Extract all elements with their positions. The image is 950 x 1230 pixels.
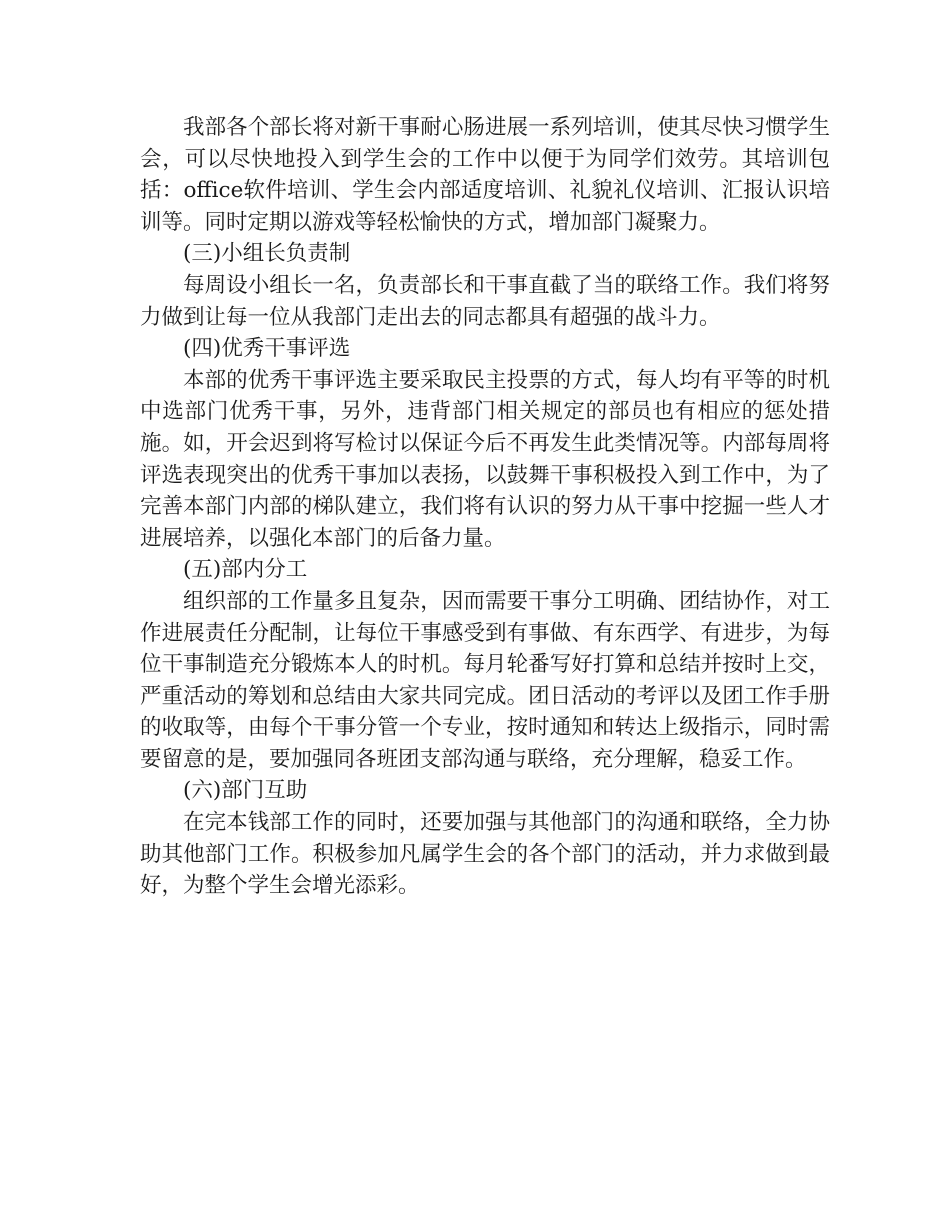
document-body	[140, 112, 830, 902]
heading-group-leader: (三)小组长负责制	[183, 241, 351, 267]
paragraph-training: 我部各个部长将对新干事耐心肠进展一系列培训，使其尽快习惯学生会，可以尽快地投入到学生会的工作中以便于为同学们效劳。其培训包括：office软件培训、学生会内部适度培训、礼貌礼仪培训、汇报认识培训等。同时定期以游戏等轻松愉快的方式，增加部门凝聚力。	[140, 115, 830, 235]
paragraph-mutual-assistance: 在完本钱部工作的同时，还要加强与其他部门的沟通和联络，全力协助其他部门工作。积极参加凡属学生会的各个部门的活动，并力求做到最好，为整个学生会增光添彩。	[140, 810, 830, 899]
heading-division-of-labor: (五)部内分工	[183, 557, 308, 583]
heading-excellent-staff: (四)优秀干事评选	[183, 336, 351, 362]
heading-mutual-assistance: (六)部门互助	[183, 778, 308, 804]
paragraph-group-leader: 每周设小组长一名，负责部长和干事直截了当的联络工作。我们将努力做到让每一位从我部门走出去的同志都具有超强的战斗力。	[140, 272, 830, 330]
paragraph-division-of-labor: 组织部的工作量多且复杂，因而需要干事分工明确、团结协作，对工作进展责任分配制，让每位干事感受到有事做、有东西学、有进步，为每位干事制造充分锻炼本人的时机。每月轮番写好打算和总结并按时上交，严重活动的筹划和总结由大家共同完成。团日活动的考评以及团工作手册的收取等，由每个干事分管一个专业，按时通知和转达上级指示，同时需要留意的是，要加强同各班团支部沟通与联络，充分理解，稳妥工作。	[140, 588, 830, 772]
paragraph-excellent-staff: 本部的优秀干事评选主要采取民主投票的方式，每人均有平等的时机中选部门优秀干事，另外，违背部门相关规定的部员也有相应的惩处措施。如，开会迟到将写检讨以保证今后不再发生此类情况等。内部每周将评选表现突出的优秀干事加以表扬，以鼓舞干事积极投入到工作中，为了完善本部门内部的梯队建立，我们将有认识的努力从干事中挖掘一些人才进展培养，以强化本部门的后备力量。	[140, 367, 830, 551]
